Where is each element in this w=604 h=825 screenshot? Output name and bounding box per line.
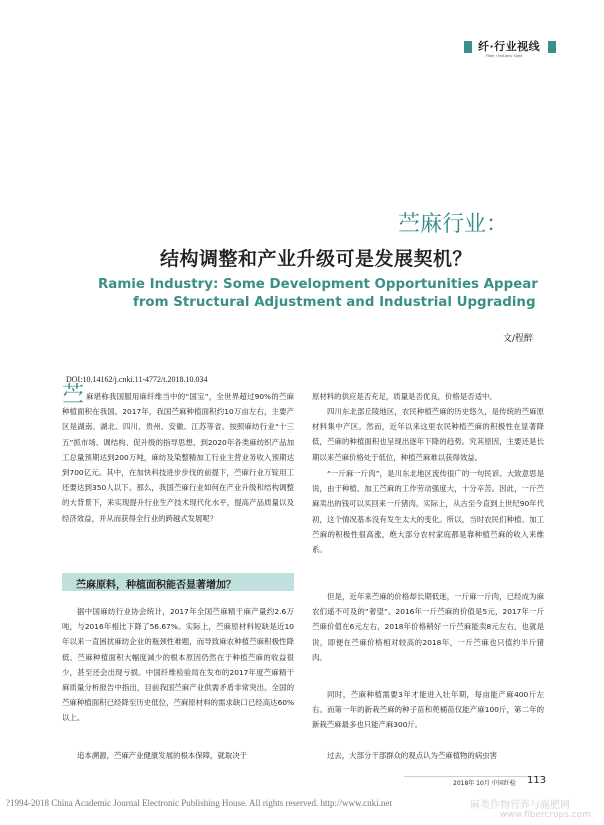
title-cn-main: 苎麻行业： bbox=[398, 212, 509, 237]
section-title: 纤·行业视线 bbox=[478, 40, 541, 53]
section-heading-band bbox=[62, 573, 294, 591]
left-paragraph-2: 据中国麻纺行业协会统计，2017年全国苎麻精干麻产量约2.6万吨，与2016年相比下降了56.67%。实际上，苎麻原材料短缺是近10年以来一直困扰麻纺企业的瓶颈性难题，而导致麻农种植苎麻积极性降低、苎麻种植面积大幅度减少的根本原因仍然在于种植苎麻的收益很少，甚至还会出现亏损。中国纤维检验局在发布的2017年度苎麻精干麻质量分析报告中指出，目前我国苎麻产业供需矛盾非常突出。全国的苎麻种植面积已经降至历史低位，苎麻原材料的需求缺口已经高达60%以上。 bbox=[62, 607, 294, 723]
section-subtitle: Fiber / Industry Sight bbox=[486, 54, 523, 58]
right-paragraph-6: 过去，大部分干部群众的观点认为苎麻植物的病虫害 bbox=[327, 751, 497, 760]
watermark-url: www.fibercrops.com bbox=[500, 810, 591, 820]
title-en-line1: Ramie Industry: Some Development Opportunities Appear bbox=[98, 277, 538, 292]
section-heading: 苎麻原料，种植面积能否显著增加？ bbox=[76, 580, 236, 591]
left-paragraph-3: 追本溯源，苎麻产业健康发展的根本保障，就取决于 bbox=[77, 751, 247, 760]
header-accent-bar-right bbox=[548, 41, 556, 53]
title-en-line2: from Structural Adjustment and Industrial Upgrading bbox=[133, 295, 536, 310]
watermark-cn: 麻类作物营养与施肥网 bbox=[470, 800, 570, 811]
right-paragraph-4: 但是，近年来苎麻的价格却长期低迷，一斤麻一斤肉，已经成为麻农们遥不可及的“奢望”。2016年一斤苎麻的价值是5元，2017年一斤苎麻价值在6元左右，2018年价格稍好一斤苎麻能卖8元左右，也就是说，即便在苎麻价格相对较高的2018年，一斤苎麻也只值约半斤猪肉。 bbox=[312, 592, 544, 662]
drop-cap: 苎 bbox=[62, 383, 85, 408]
footer-rule bbox=[404, 776, 544, 777]
author: 文/程醉 bbox=[503, 334, 534, 344]
page-number: 113 bbox=[527, 775, 547, 786]
right-paragraph-5: 同时，苎麻种植需要3年才能进入壮年期，每亩能产麻400斤左右。而第一年的新栽苎麻的种子苗和蔸桶苗仅能产麻100斤，第二年的新栽苎麻最多也只能产麻300斤。 bbox=[312, 690, 544, 730]
doi: DOI:10.14162/j.cnki.11-4772/t.2018.10.034 bbox=[66, 375, 208, 384]
right-paragraph-2: 四川东北部丘陵地区，农民种植苎麻的历史悠久，是传统的苎麻原材料集中产区。然而，近年以来这里农民种植苎麻的积极性在显著降低，苎麻的种植面积也呈现出逐年下降的趋势。究其原因，主要还是长期以来苎麻价格处于低位，种植苎麻难以获得效益。 bbox=[312, 407, 544, 462]
intro-paragraph: 麻堪称我国服用麻纤维当中的“国宝”，全世界超过90%的苎麻种植面积在我国。2017年，我国苎麻种植面积约10万亩左右，主要产区是湖南、湖北、四川、贵州、安徽、江苏等省。按照麻纺行业“十三五”抓市场、调结构、促升级的指导思想，到2020年各类麻纺织产品加工总量预期达到200万吨，麻纺及染整精加工行业主营业务收入预期达到700亿元。其中，在加快科技进步步伐的前提下，苎麻行业万锭用工还要达到350人以下。那么，我国苎麻行业如何在产业升级和结构调整的大背景下，来实现提升行业生产技术现代化水平，提高产品质量以及经济效益，并从而获得全行业的跨越式发展呢？ bbox=[62, 392, 294, 523]
right-paragraph-1: 原材料的供应是否充足，质量是否优良，价格是否适中。 bbox=[312, 392, 497, 401]
right-paragraph-3: “一斤麻一斤肉”，是川东北地区流传很广的一句民谚。大致意思是说，由于种植、加工苎麻的工作劳动强度大，十分辛苦。因此，一斤苎麻卖出的钱可以买回来一斤猪肉。实际上，从古至今直到上世纪90年代初，这个情况基本没有发生太大的变化。所以，当时农民们种植、加工苎麻的积极性很高涨，绝大部分农村家庭都是靠种植苎麻的收入来维系。 bbox=[312, 469, 544, 555]
footer-issue: 2018年 10月 中国纤检 bbox=[453, 780, 516, 787]
header-accent-bar-left bbox=[464, 41, 472, 53]
title-cn-sub: 结构调整和产业升级可是发展契机？ bbox=[160, 248, 473, 270]
copyright-line: ?1994-2018 China Academic Journal Electronic Publishing House. All rights reserved. http://www.cnki.net bbox=[6, 798, 392, 808]
